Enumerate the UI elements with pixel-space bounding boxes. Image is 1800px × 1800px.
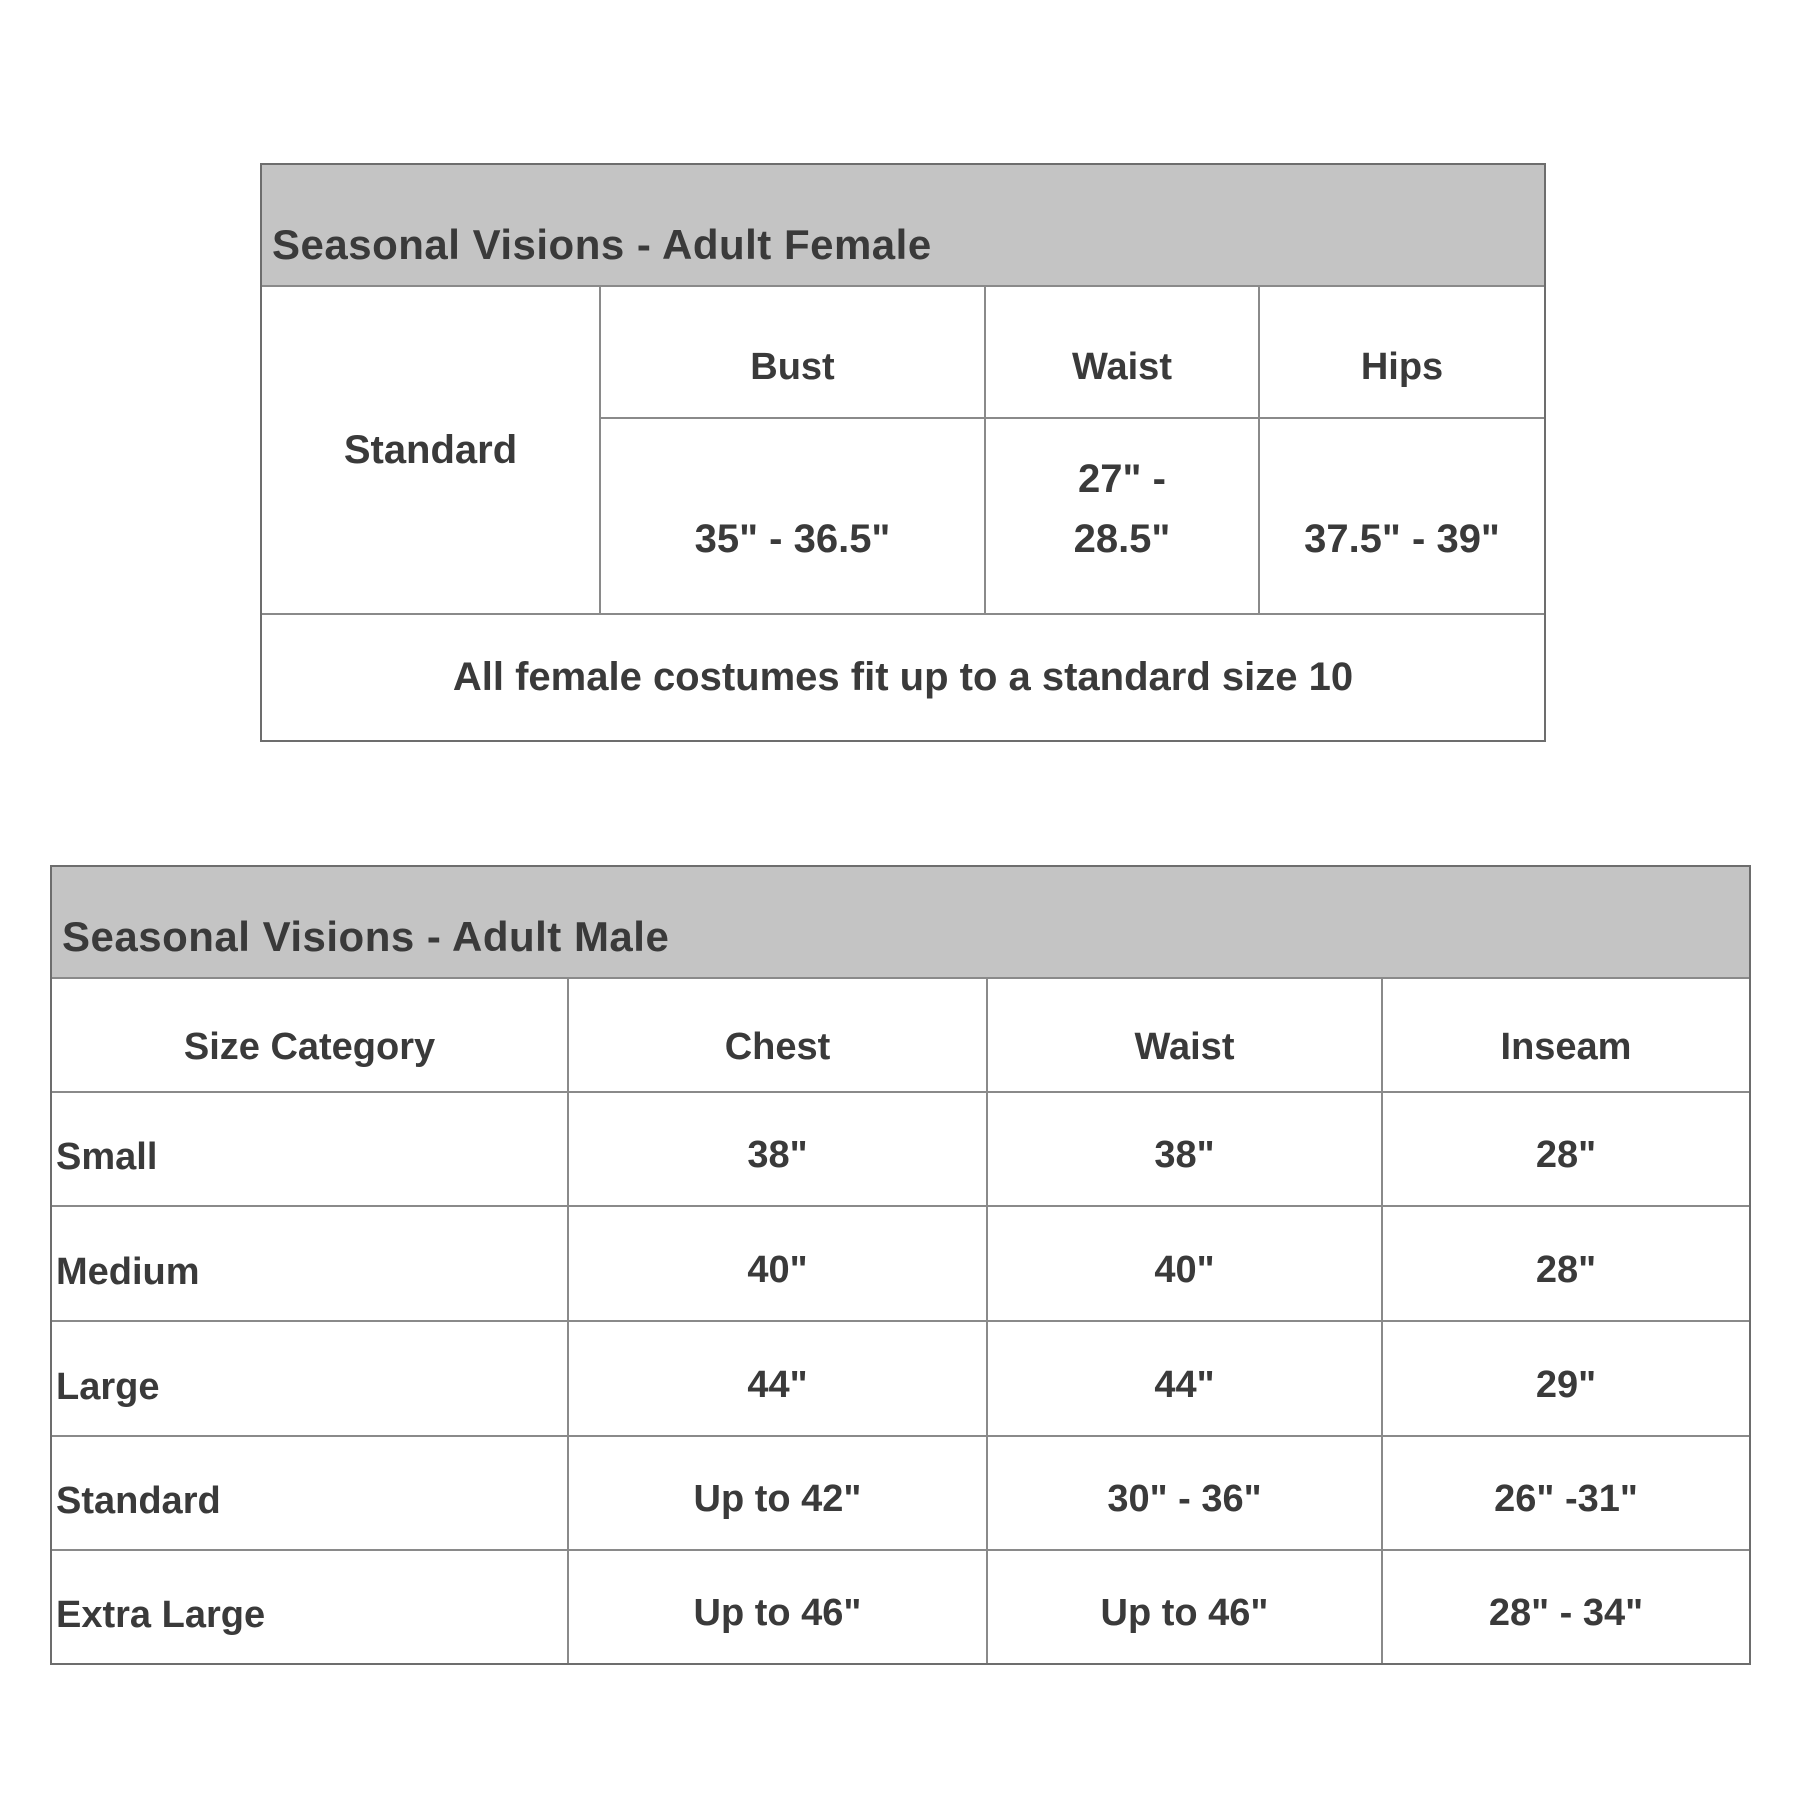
female-value-hips: 37.5" - 39": [1260, 419, 1544, 613]
female-row-label-standard: Standard: [262, 287, 599, 613]
male-cell-waist: Up to 46": [988, 1551, 1381, 1663]
male-cell-waist: 40": [988, 1207, 1381, 1320]
female-value-waist: [986, 419, 1258, 613]
male-col-header-waist: Waist: [988, 979, 1381, 1091]
female-value-bust: 35" - 36.5": [601, 419, 984, 613]
female-table-title: Seasonal Visions - Adult Female: [262, 165, 1544, 285]
female-col-header-bust: Bust: [601, 287, 984, 417]
female-table-footnote: All female costumes fit up to a standard size 10: [262, 615, 1544, 740]
male-cell-waist: 44": [988, 1322, 1381, 1435]
male-cell-chest: Up to 46": [569, 1551, 986, 1663]
female-col-header-hips: Hips: [1260, 287, 1544, 417]
male-row-label: Standard: [52, 1437, 567, 1549]
male-cell-waist: 30" - 36": [988, 1437, 1381, 1549]
male-row-label: Medium: [52, 1207, 567, 1320]
male-cell-chest: Up to 42": [569, 1437, 986, 1549]
male-cell-inseam: 29": [1383, 1322, 1749, 1435]
male-cell-chest: 38": [569, 1093, 986, 1205]
male-cell-inseam: 28": [1383, 1207, 1749, 1320]
male-row-label: Large: [52, 1322, 567, 1435]
male-col-header-size-category: Size Category: [52, 979, 567, 1091]
male-size-table: [50, 865, 1751, 1665]
male-row-label: Extra Large: [52, 1551, 567, 1663]
male-cell-inseam: 26" -31": [1383, 1437, 1749, 1549]
male-row-label: Small: [52, 1093, 567, 1205]
male-col-header-inseam: Inseam: [1383, 979, 1749, 1091]
female-value-waist-text: 27" - 28.5": [1073, 457, 1171, 561]
female-size-table: [260, 163, 1546, 742]
male-table-title: Seasonal Visions - Adult Male: [52, 867, 1749, 977]
male-cell-chest: 44": [569, 1322, 986, 1435]
male-col-header-chest: Chest: [569, 979, 986, 1091]
male-cell-inseam: 28": [1383, 1093, 1749, 1205]
male-cell-chest: 40": [569, 1207, 986, 1320]
male-cell-inseam: 28" - 34": [1383, 1551, 1749, 1663]
female-col-header-waist: Waist: [986, 287, 1258, 417]
male-cell-waist: 38": [988, 1093, 1381, 1205]
